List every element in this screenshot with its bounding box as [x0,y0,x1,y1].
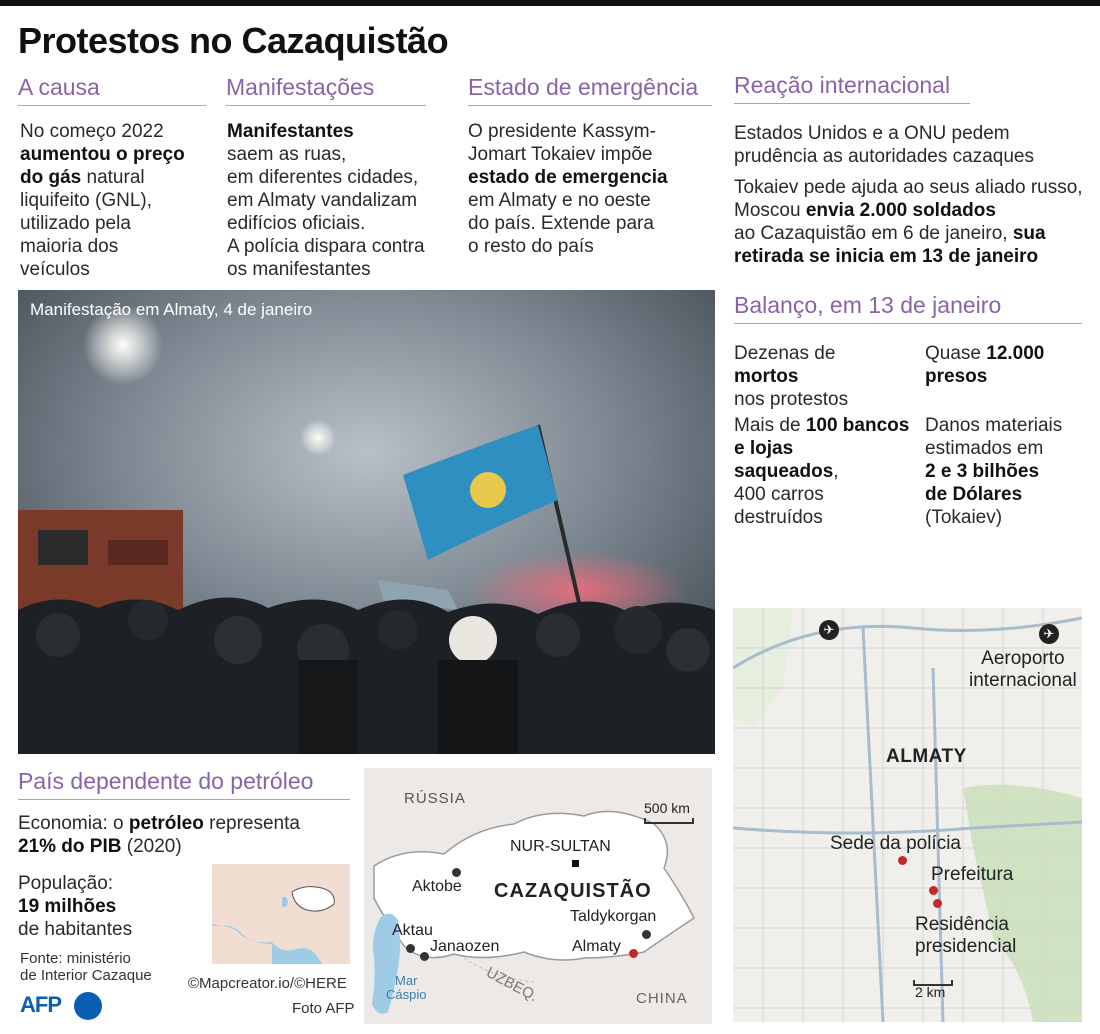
reacao-heading: Reação internacional [734,72,970,104]
balanco-mortos: Dezenas de mortos nos protestos [734,343,849,410]
label-taldykorgan: Taldykorgan [570,908,657,925]
label-janaozen: Janaozen [430,938,500,955]
causa-heading: A causa [18,74,206,106]
locator-map [212,864,350,964]
label-nur-sultan: NUR-SULTAN [510,838,611,855]
capital-marker [572,860,579,867]
protest-photo-illustration [18,290,715,754]
label-almaty-city: ALMATY [886,746,967,767]
balanco-bancos: Mais de 100 bancos e lojas saqueados, 400 carros destruídos [734,415,910,528]
janaozen-marker [420,952,429,961]
page-title: Protestos no Cazaquistão [18,20,449,61]
populacao-text: População: 19 milhões de habitantes [18,873,133,940]
emergencia-text: O presidente Kassym- Jomart Tokaiev impõe estado de emergencia em Almaty e no oeste do país. Extende para o resto do país [468,121,668,257]
kazakhstan-map [364,768,712,1024]
balanco-presos: Quase 12.000 presos [925,343,1045,387]
scale-2km: 2 km [915,984,946,1000]
taldykorgan-marker [642,930,651,939]
label-residencia: Residência presidencial [915,914,1017,957]
airport-icon: ✈ [819,620,839,640]
label-sede-policia: Sede da polícia [830,833,961,854]
photo-caption: Manifestação em Almaty, 4 de janeiro [30,300,313,319]
petroleo-heading: País dependente do petróleo [18,768,350,800]
label-aktobe: Aktobe [412,878,462,895]
manifestacoes-text: Manifestantes saem as ruas, em diferentes cidades, em Almaty vandalizam edifícios oficiais. A polícia dispara contra os manifestantes [227,121,425,280]
manifestacoes-heading: Manifestações [226,74,426,106]
reacao-text: Estados Unidos e a ONU pedem prudência as autoridades cazaques Tokaiev pede ajuda ao seus aliado russo, Moscou envia 2.000 soldados ao Cazaquistão em 6 de janeiro, sua retirada se inicia em 13 de janeiro [734,123,1083,267]
prefeitura-marker [929,886,938,895]
policia-marker [898,856,907,865]
protest-photo [18,290,715,754]
balanco-danos: Danos materiais estimados em 2 e 3 bilhões de Dólares (Tokaiev) [925,415,1063,528]
airport-icon-2: ✈ [1039,624,1059,644]
balanco-heading: Balanço, em 13 de janeiro [734,292,1082,324]
label-russia: RÚSSIA [404,790,466,807]
causa-text: No começo 2022 aumentou o preço do gás natural liquifeito (GNL), utilizado pela maioria dos veículos [20,121,185,280]
label-uzbek: UZBEQ. [483,963,541,1006]
afp-logo-circle [74,992,102,1020]
label-cazaquistao: CAZAQUISTÃO [494,880,652,902]
label-aeroporto: Aeroporto internacional [969,648,1077,691]
almaty-marker [629,949,638,958]
label-china: CHINA [636,990,688,1007]
scale-500km: 500 km [644,800,690,816]
locator-map-shapes [212,864,350,964]
label-prefeitura: Prefeitura [931,864,1014,885]
economia-text: Economia: o petróleo representa 21% do PIB (2020) [18,813,300,857]
almaty-map [733,608,1082,1022]
residencia-marker [933,899,942,908]
label-almaty: Almaty [572,938,621,955]
photo-credit: Foto AFP [292,1000,355,1017]
label-mar-caspio: Mar Cáspio [386,973,427,1002]
label-aktau: Aktau [392,922,433,939]
afp-logo: AFP [20,992,61,1017]
emergencia-heading: Estado de emergência [468,74,712,106]
aktau-marker [406,944,415,953]
fonte-text: Fonte: ministério de Interior Cazaque [20,950,152,984]
top-bar [0,0,1100,6]
aktobe-marker [452,868,461,877]
map-credit: ©Mapcreator.io/©HERE [188,975,347,992]
